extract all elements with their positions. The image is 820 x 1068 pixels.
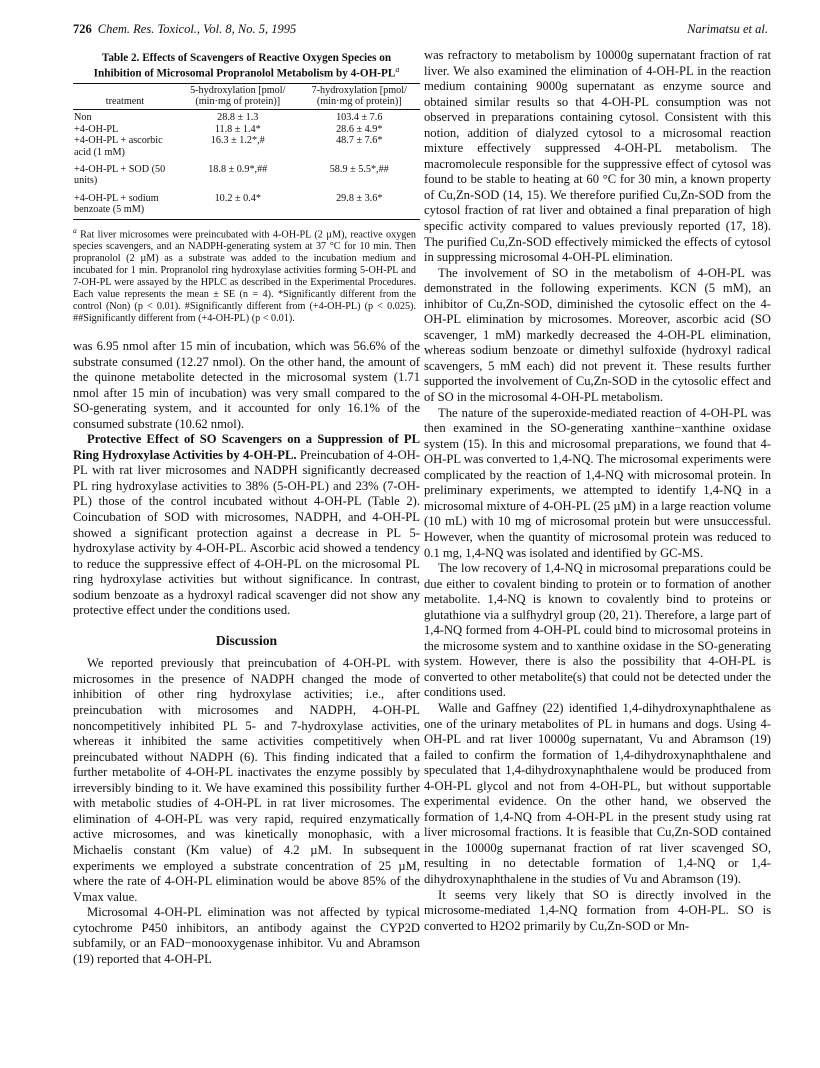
right-column bbox=[424, 48, 771, 934]
discussion-heading: Discussion bbox=[215, 632, 278, 648]
page-number: 726 bbox=[73, 22, 92, 36]
paragraph: Walle and Gaffney (22) identified 1,4-dihydroxynaphthalene as one of the urinary metabolites of PL in humans and dogs. Using 4-OH-PL and rat liver 10000g supernatant, Vu and Abramson (19) failed to confirm the formation of 1,4-dihydroxynaphthalene and speculated that 1,4-dihydroxynaphthalene would be produced from 4-OH-PL glycol and not from 4-OH-PL, but without supportable experimental evidence. On the other hand, we observed the formation of 1,4-NQ from 4-OH-PL in the present study using rat liver microsomal fractions. It is feasible that Cu,Zn-SOD contained in the 10000g supernanat fraction of rat liver scavenged SO, resulting in no detectable formation of 1,4-NQ or 1,4-dihydroxynaphthalene in the studies of Vu and Abramson (19). bbox=[424, 700, 771, 886]
table-row bbox=[73, 187, 420, 219]
paragraph: We reported previously that preincubation of 4-OH-PL with microsomes in the presence of NADPH changed the mode of inhibition of other ring hydroxylase activities; i.e., after preincubation with microsomes and NADPH, 4-OH-PL noncompetitively inhibited PL 5- and 7-hydroxylase activities, whereas it inhibited the same activities competitively when preincubated without NADPH (6). This finding indicated that a further metabolite of 4-OH-PL inactivates the enzyme possibly by irreversibly binding to it. We have examined this possibility further with metabolic studies of 4-OH-PL in rat liver microsomes. The elimination of 4-OH-PL was very rapid, required enzymatically active microsomes, and was kinetically monophasic, with a Michaelis constant (Km value) of 4.2 µM. In subsequent experiments we employed a substrate concentration of 25 µM, where the rate of 4-OH-PL elimination would be above 85% of the Vmax value. bbox=[73, 656, 420, 904]
cell-5-hydroxylation: 28.8 ± 1.3 bbox=[217, 112, 259, 124]
cell-7-hydroxylation: 28.6 ± 4.9* bbox=[336, 123, 383, 135]
cell-treatment: +4-OH-PL + sodium benzoate (5 mM) bbox=[73, 187, 177, 219]
data-table bbox=[73, 83, 420, 220]
cell-5-hydroxylation: 16.3 ± 1.2*,# bbox=[210, 135, 265, 147]
running-head bbox=[73, 22, 768, 37]
cell-treatment: +4-OH-PL + SOD (50 units) bbox=[74, 163, 166, 187]
cell-5-hydroxylation: 10.2 ± 0.4* bbox=[177, 187, 299, 219]
cell-7-hydroxylation: 48.7 ± 7.6* bbox=[336, 135, 383, 147]
table-row bbox=[73, 135, 420, 158]
cell-treatment: +4-OH-PL bbox=[74, 123, 119, 135]
table-caption-footnote-mark: a bbox=[395, 65, 400, 75]
col-header-5-hydroxylation: 5-hydroxylation [pmol/ (min·mg of protein)] bbox=[177, 83, 299, 110]
left-column bbox=[73, 52, 420, 967]
footnote-mark: a bbox=[73, 225, 77, 235]
section-heading: Protective Effect of SO Scavengers on a Suppression of PL Ring Hydroxylase Activities by 4-OH-PL. bbox=[73, 432, 420, 462]
col-header-7-hydroxylation: 7-hydroxylation [pmol/ (min·mg of protein)] bbox=[299, 83, 421, 110]
left-body bbox=[73, 339, 420, 967]
journal-citation: Chem. Res. Toxicol., Vol. 8, No. 5, 1995 bbox=[97, 22, 297, 36]
cell-5-hydroxylation: 11.8 ± 1.4* bbox=[214, 123, 261, 135]
cell-treatment: Non bbox=[74, 112, 92, 124]
table-header-row bbox=[73, 83, 420, 110]
running-head-left bbox=[73, 22, 296, 37]
col-header-treatment: treatment bbox=[73, 83, 177, 110]
running-head-authors: Narimatsu et al. bbox=[687, 22, 768, 36]
section-text: Preincubation of 4-OH-PL with rat liver microsomes and NADPH significantly decreased PL ring hydroxylase activities to 38% (5-OH-PL) and 23% (7-OH-PL) those of the control incubated without 4-OH-PL (Table 2). Coincubation of SOD with microsomes, NADPH, and 4-OH-PL showed a significant protection against a decrease in PL 5-hydroxylase activity by 4-OH-PL. Ascorbic acid showed a tendency to reduce the suppressive effect of 4-OH-PL on the microsomal PL ring hydroxylase activities but without significance. In contrast, sodium benzoate as a hydroxyl radical scavenger did not show any protective effect under the conditions used. bbox=[73, 447, 420, 618]
paragraph: The involvement of SO in the metabolism of 4-OH-PL was demonstrated in the following experiments. KCN (5 mM), an inhibitor of Cu,Zn-SOD, diminished the cytosolic effect on the 4-OH-PL elimination by microsomes. Moreover, ascorbic acid (SO scavenger, 1 mM) markedly decreased the 4-OH-PL elimination, whereas sodium benzoate or dimethyl sulfoxide (hydroxyl radical scavengers, 5 mM each) did not prevent it. These results further supported the involvement of Cu,Zn-SOD in the cytosolic effect and of SO in the microsomal 4-OH-PL metabolism. bbox=[424, 265, 771, 405]
table-row bbox=[73, 110, 420, 124]
cell-5-hydroxylation: 18.8 ± 0.9*,## bbox=[208, 163, 268, 175]
paragraph: was refractory to metabolism by 10000g supernatant fraction of rat liver. We also examined the elimination of 4-OH-PL in the reaction medium containing 9000g supernatant as enzyme source and obtained similar results so that 4-OH-PL consumption was not observed in preparations containing cytosol. Consistent with this notion, addition of dialyzed cytosol to a microsomal reaction mixture effectively suppressed 4-OH-PL metabolism. The macromolecule responsible for the suppressive effect of cytosol was found to be stable to heating at 60 °C for 30 min, a known property of Cu,Zn-SOD (14, 15). We therefore purified Cu,Zn-SOD from the cytosol fraction of rat liver and obtained a final preparation of high specific activity compared to values previously reported (17, 18). The purified Cu,Zn-SOD effectively mimicked the effects of cytosol in suppressing microsomal 4-OH-PL elimination. bbox=[424, 48, 771, 265]
table-row bbox=[73, 124, 420, 135]
paragraph: Microsomal 4-OH-PL elimination was not affected by typical cytochrome P450 inhibitors, an antibody against the CYP2D subfamily, or an FAD−monooxygenase inhibitor. Vu and Abramson (19) reported that 4-OH-PL bbox=[73, 905, 420, 966]
paragraph: It seems very likely that SO is directly involved in the microsome-mediated 1,4-NQ formation from 4-OH-PL. SO is converted to H2O2 primarily by Cu,Zn-SOD or Mn- bbox=[424, 887, 771, 933]
cell-treatment: +4-OH-PL + ascorbic acid (1 mM) bbox=[74, 135, 163, 158]
paragraph: was 6.95 nmol after 15 min of incubation, which was 56.6% of the substrate consumed (12.27 nmol). On the other hand, the amount of the quinone metabolite detected in the microsomal system (1.71 nmol after 15 min of incubation) was very small compared to the SO-generating system, and it accounted for only 16.1% of the consumed substrate (10.62 nmol). bbox=[73, 339, 420, 431]
table-row bbox=[73, 158, 420, 187]
paragraph: The nature of the superoxide-mediated reaction of 4-OH-PL was then examined in the SO-generating xanthine−xanthine oxidase system (15). In this and microsomal preparations, we found that 4-OH-PL was converted to 1,4-NQ. The microsomal experiments were complicated by the reaction of 1,4-NQ with microsomal protein. In preliminary experiments, we attempted to identify 1,4-NQ in a microsomal mixture of 4-OH-PL (25 µM) in a large reaction volume (10 mL) with 10 mg of microsomal protein but were unsuccessful. However, when the quantity of microsomal protein was reduced to 0.1 mg, 1,4-NQ was isolated and identified by GC-MS. bbox=[424, 405, 771, 560]
cell-7-hydroxylation: 29.8 ± 3.6* bbox=[299, 187, 421, 219]
paragraph bbox=[73, 432, 420, 619]
table-caption: Table 2. Effects of Scavengers of Reactive Oxygen Species on Inhibition of Microsomal Propranolol Metabolism by $4-OH-PL^a$ bbox=[93, 52, 400, 81]
cell-7-hydroxylation: 103.4 ± 7.6 bbox=[336, 112, 383, 124]
table-footnote: $^a$ Rat liver microsomes were preincubated with 4-OH-PL (2 µM), reactive oxygen species scavengers, and an NADPH-generating system at 37 °C for 10 min. Then propranolol (2 µM) as a substrate was added to the incubation medium and incubated for 1 min. Propranolol ring hydroxylase activities forming 5-OH-PL and 7-OH-PL were assayed by the HPLC as described in the Experimental Procedures. Each value represents the mean ± SE (n = 4). *Significantly different from the control (Non) (p < 0.01). #Significantly different from (+4-OH-PL) (p < 0.025). ##Significantly different from (+4-OH-PL) (p < 0.01). bbox=[73, 225, 417, 324]
paragraph: The low recovery of 1,4-NQ in microsomal preparations could be due either to covalent binding to protein or to formation of another metabolite. 1,4-NQ is known to covalently bind to proteins or glutathione via a sulfhydryl group (20, 21). Therefore, a large part of 1,4-NQ formed from 4-OH-PL could bind to microsomal proteins in the microsome system and to xanthine oxidase in the SO-generating system. However, there is also the possibility that 4-OH-PL is converted to other metabolite(s) that could not be detected under the conditions used. bbox=[424, 561, 771, 700]
cell-7-hydroxylation: 58.9 ± 5.5*,## bbox=[329, 163, 389, 175]
